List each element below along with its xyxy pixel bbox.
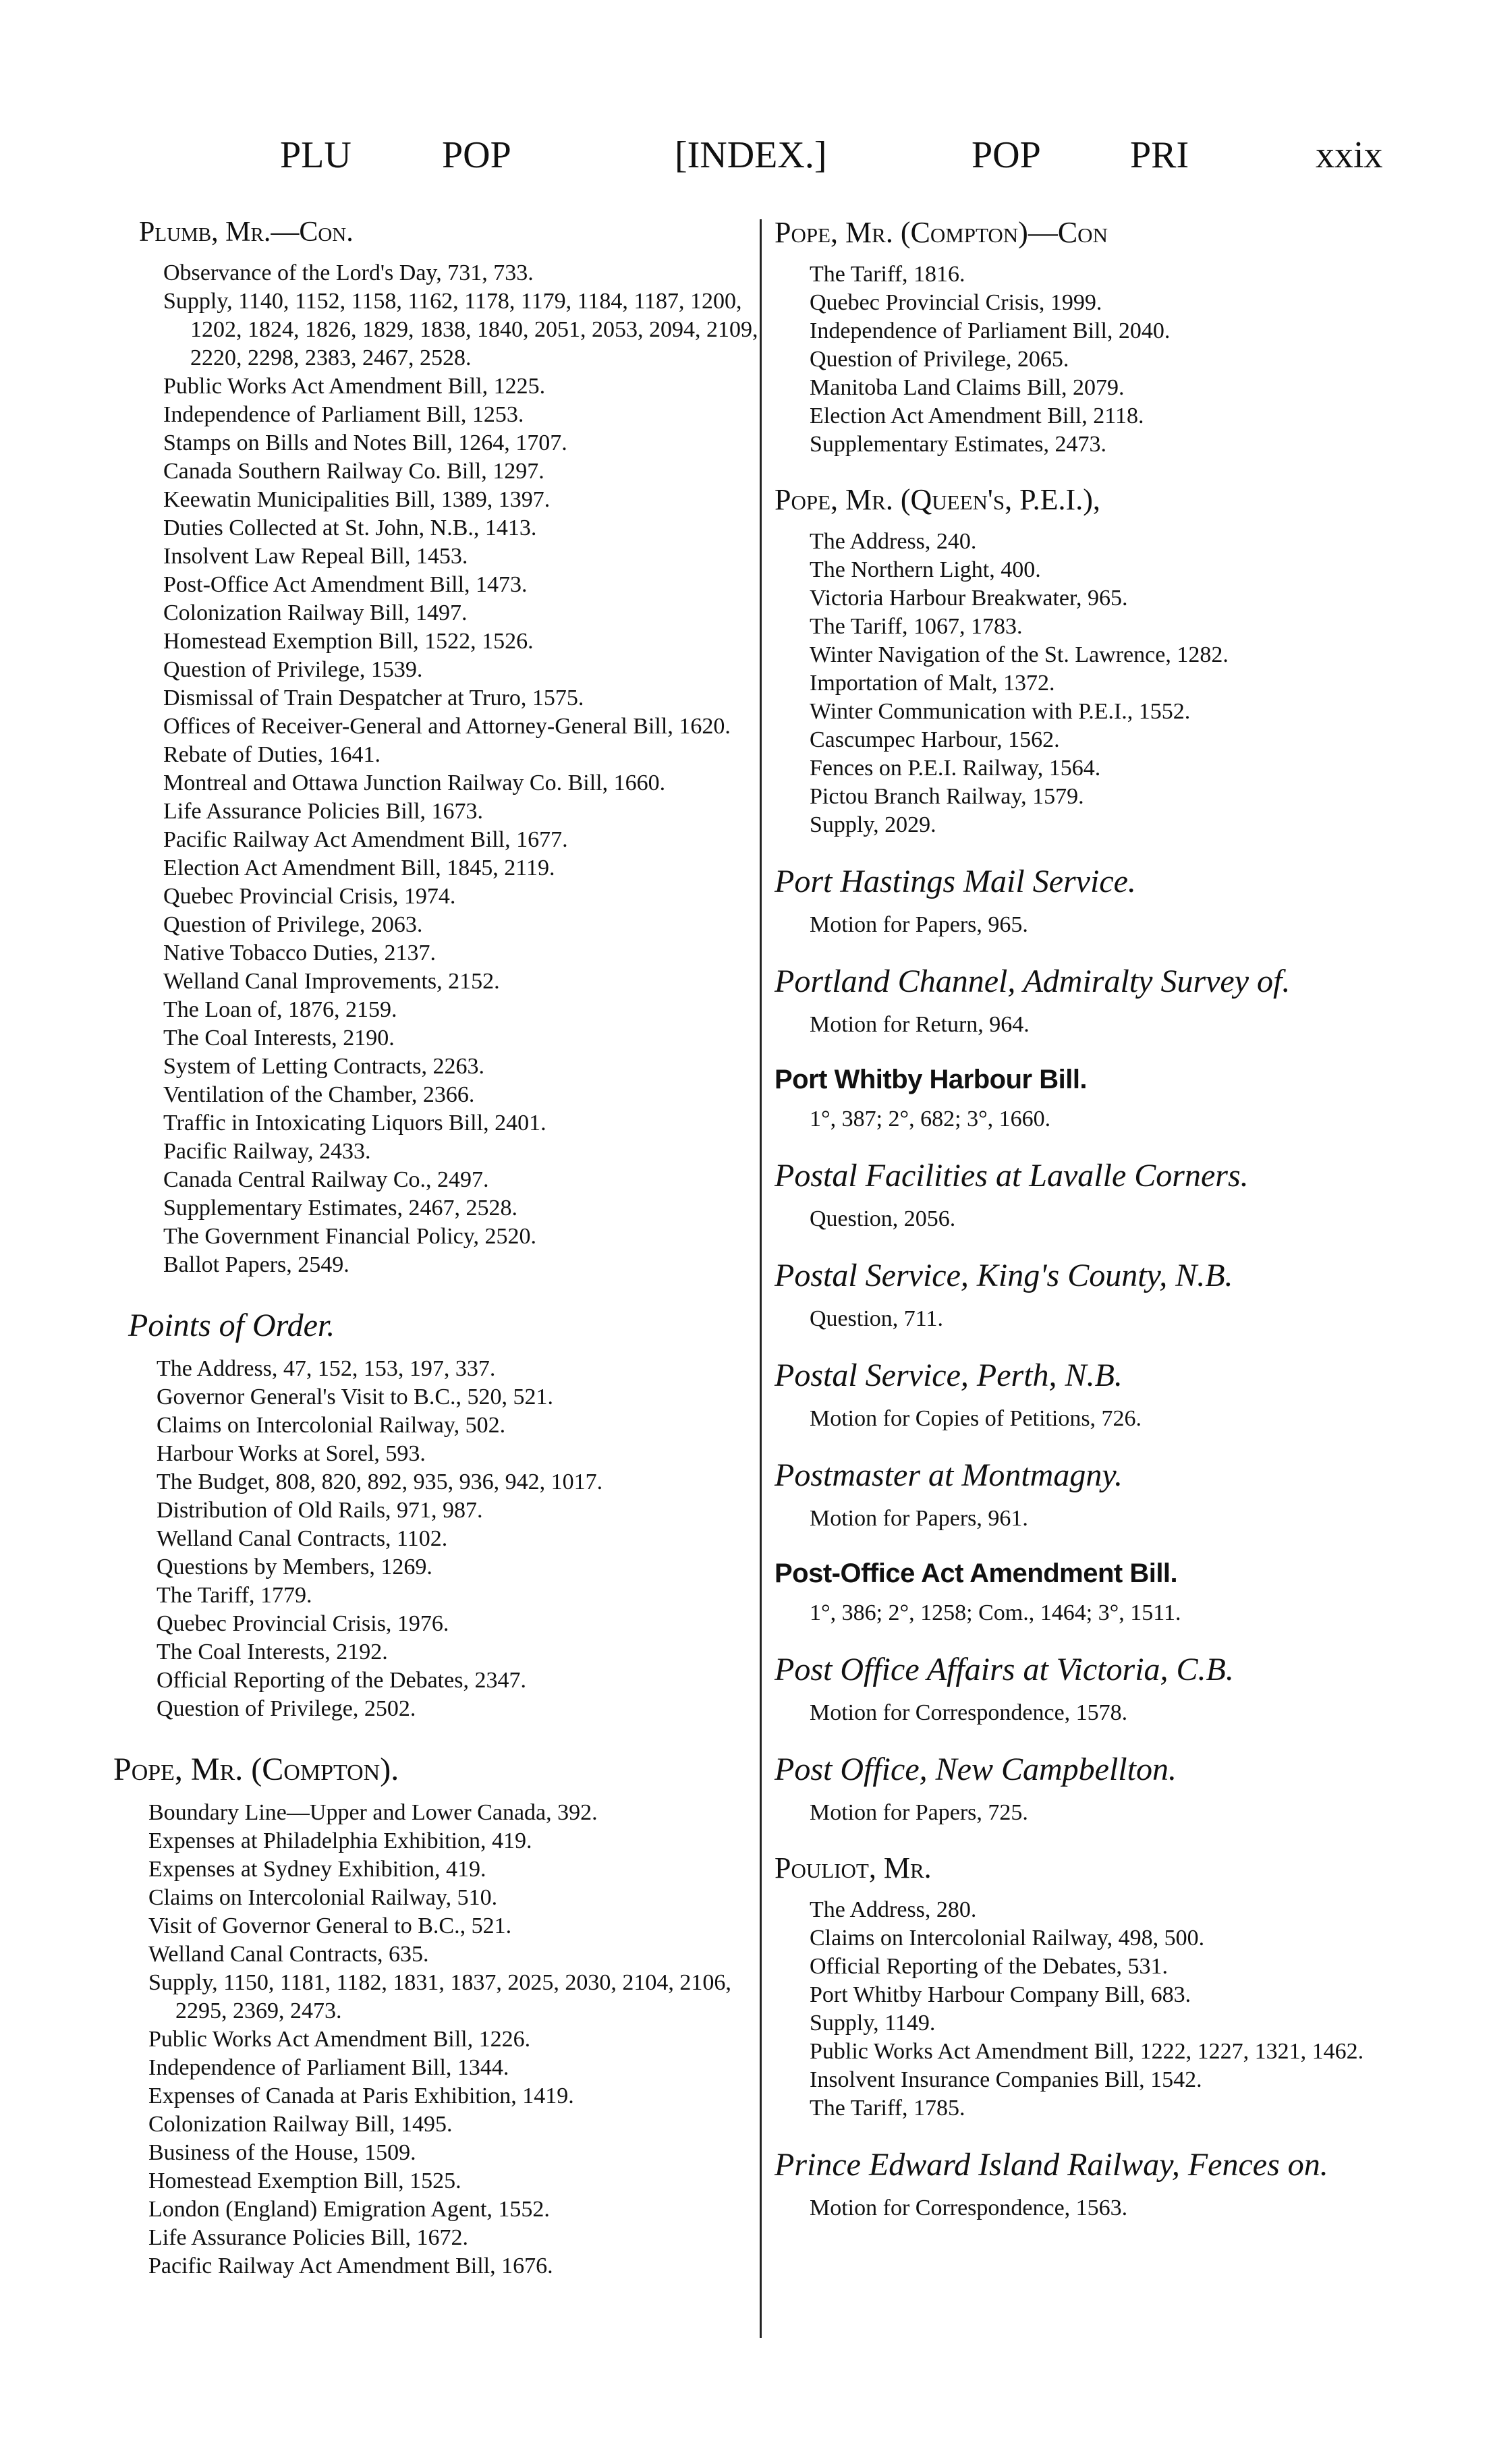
reference-item: Keewatin Municipalities Bill, 1389, 1397.	[163, 487, 551, 512]
index-entry-pope-queens	[775, 482, 1409, 839]
reference-item: Welland Canal Contracts, 635.	[148, 1942, 429, 1967]
reference-item: Victoria Harbour Breakwater, 965.	[810, 586, 1128, 611]
index-entry-points-of-order	[113, 1306, 761, 1723]
entry-heading: Port Hastings Mail Service.	[775, 864, 1136, 899]
reference-item: Manitoba Land Claims Bill, 2079.	[810, 375, 1125, 400]
reference-item: The Address, 280.	[810, 1897, 977, 1922]
index-column-right	[775, 215, 1409, 2245]
reference-item: London (England) Emigration Agent, 1552.	[148, 2197, 550, 2222]
reference-item: Motion for Return, 964.	[810, 1012, 1030, 1037]
page-number: xxix	[1316, 134, 1383, 176]
reference-item: Distribution of Old Rails, 971, 987.	[157, 1498, 483, 1523]
running-header	[0, 134, 1491, 188]
reference-item: Motion for Papers, 725.	[810, 1800, 1028, 1825]
reference-item: Supplementary Estimates, 2473.	[810, 432, 1107, 457]
reference-item: Quebec Provincial Crisis, 1974.	[163, 884, 456, 909]
reference-item: Claims on Intercolonial Railway, 502.	[157, 1413, 506, 1438]
reference-item: The Tariff, 1067, 1783.	[810, 614, 1023, 639]
index-column-left	[113, 215, 761, 2303]
reference-item: Traffic in Intoxicating Liquors Bill, 2401.	[163, 1111, 546, 1136]
reference-item: Duties Collected at St. John, N.B., 1413.	[163, 515, 537, 540]
reference-item: Visit of Governor General to B.C., 521.	[148, 1913, 512, 1938]
reference-item: Official Reporting of the Debates, 2347.	[157, 1668, 526, 1693]
entry-references	[775, 1405, 1409, 1433]
index-entry-post-office-act-bill	[775, 1556, 1409, 1627]
entry-references	[775, 1896, 1409, 2123]
entry-heading: Post Office, New Campbellton.	[775, 1752, 1177, 1787]
reference-item: Election Act Amendment Bill, 2118.	[810, 403, 1144, 428]
reference-item: Question of Privilege, 1539.	[163, 657, 423, 682]
index-entry-plumb	[113, 215, 761, 1279]
reference-item: 1°, 386; 2°, 1258; Com., 1464; 3°, 1511.	[810, 1600, 1181, 1625]
header-range-right-to: PRI	[1130, 134, 1189, 176]
reference-item: Claims on Intercolonial Railway, 498, 500.	[810, 1926, 1205, 1951]
entry-references	[775, 1599, 1409, 1627]
entry-heading: Points of Order.	[128, 1308, 335, 1343]
entry-references	[775, 911, 1409, 939]
reference-item: The Coal Interests, 2190.	[163, 1026, 395, 1051]
reference-item: Expenses at Philadelphia Exhibition, 419.	[148, 1828, 532, 1853]
reference-item: The Loan of, 1876, 2159.	[163, 997, 397, 1022]
reference-item: The Tariff, 1816.	[810, 262, 965, 287]
reference-item: The Address, 47, 152, 153, 197, 337.	[157, 1356, 496, 1381]
reference-item: Winter Communication with P.E.I., 1552.	[810, 699, 1191, 724]
reference-item: Boundary Line—Upper and Lower Canada, 392.	[148, 1800, 598, 1825]
entry-references	[775, 1205, 1409, 1233]
reference-item: Life Assurance Policies Bill, 1673.	[163, 799, 484, 824]
entry-heading: Plumb, Mr.—Con.	[139, 217, 354, 248]
entry-heading: Portland Channel, Admiralty Survey of.	[775, 963, 1291, 999]
reference-item: Pacific Railway Act Amendment Bill, 1676.	[148, 2253, 553, 2278]
entry-heading: Post-Office Act Amendment Bill.	[775, 1559, 1178, 1588]
reference-item: Harbour Works at Sorel, 593.	[157, 1441, 426, 1466]
entry-references	[775, 528, 1409, 839]
entry-heading: Post Office Affairs at Victoria, C.B.	[775, 1652, 1234, 1687]
reference-item: Post-Office Act Amendment Bill, 1473.	[163, 572, 528, 597]
reference-item: Colonization Railway Bill, 1497.	[163, 600, 468, 625]
index-entry-post-office-victoria	[775, 1650, 1409, 1727]
reference-item: Independence of Parliament Bill, 1344.	[148, 2055, 509, 2080]
reference-item: Supply, 1150, 1181, 1182, 1831, 1837, 2025, 2030, 2104, 2106, 2295, 2369, 2473.	[148, 1970, 731, 2023]
entry-references	[113, 259, 761, 1279]
entry-references	[775, 1799, 1409, 1827]
reference-item: Public Works Act Amendment Bill, 1222, 1227, 1321, 1462.	[810, 2039, 1364, 2064]
reference-item: Native Tobacco Duties, 2137.	[163, 941, 436, 965]
reference-item: The Budget, 808, 820, 892, 935, 936, 942, 1017.	[157, 1469, 603, 1494]
reference-item: The Address, 240.	[810, 529, 977, 554]
index-entry-postal-service-perth	[775, 1356, 1409, 1433]
entry-references	[775, 1105, 1409, 1133]
reference-item: Claims on Intercolonial Railway, 510.	[148, 1885, 498, 1910]
reference-item: Supply, 1149.	[810, 2011, 936, 2036]
entry-heading: Pope, Mr. (Queen's, P.E.I.),	[775, 483, 1100, 516]
reference-item: Motion for Papers, 965.	[810, 912, 1028, 937]
entry-references	[775, 1505, 1409, 1533]
reference-item: The Coal Interests, 2192.	[157, 1640, 388, 1664]
reference-item: Question, 711.	[810, 1306, 944, 1331]
reference-item: The Tariff, 1785.	[810, 2096, 965, 2121]
reference-item: Independence of Parliament Bill, 2040.	[810, 318, 1171, 343]
entry-references	[113, 1799, 761, 2280]
reference-item: Port Whitby Harbour Company Bill, 683.	[810, 1982, 1191, 2007]
entry-heading: Port Whitby Harbour Bill.	[775, 1065, 1088, 1094]
reference-item: Ballot Papers, 2549.	[163, 1252, 349, 1277]
header-range-right-from: POP	[972, 134, 1041, 176]
reference-item: The Tariff, 1779.	[157, 1583, 312, 1608]
reference-item: Pictou Branch Railway, 1579.	[810, 784, 1084, 809]
reference-item: The Government Financial Policy, 2520.	[163, 1224, 537, 1249]
entry-heading: Pope, Mr. (Compton).	[113, 1752, 399, 1787]
reference-item: Observance of the Lord's Day, 731, 733.	[163, 260, 534, 285]
reference-item: Canada Southern Railway Co. Bill, 1297.	[163, 459, 544, 484]
entry-references	[775, 1699, 1409, 1727]
entry-references	[775, 1305, 1409, 1333]
reference-item: Quebec Provincial Crisis, 1976.	[157, 1611, 449, 1636]
index-entry-post-office-campbellton	[775, 1750, 1409, 1827]
entry-heading: Prince Edward Island Railway, Fences on.	[775, 2147, 1328, 2183]
entry-heading: Postal Facilities at Lavalle Corners.	[775, 1158, 1249, 1194]
reference-item: Question of Privilege, 2502.	[157, 1696, 416, 1721]
reference-item: Colonization Railway Bill, 1495.	[148, 2112, 453, 2137]
reference-item: Expenses of Canada at Paris Exhibition, 1419.	[148, 2083, 574, 2108]
reference-item: Cascumpec Harbour, 1562.	[810, 727, 1060, 752]
header-range-left-from: PLU	[280, 134, 351, 176]
index-entry-portland-channel	[775, 962, 1409, 1039]
entry-heading: Postal Service, King's County, N.B.	[775, 1258, 1233, 1293]
index-entry-postal-service-kings	[775, 1256, 1409, 1333]
index-entry-pei-railway-fences	[775, 2146, 1409, 2222]
header-title: [INDEX.]	[675, 134, 827, 176]
reference-item: Stamps on Bills and Notes Bill, 1264, 1707.	[163, 430, 567, 455]
reference-item: Election Act Amendment Bill, 1845, 2119.	[163, 856, 555, 880]
reference-item: The Northern Light, 400.	[810, 557, 1041, 582]
reference-item: Public Works Act Amendment Bill, 1226.	[148, 2027, 531, 2052]
reference-item: Supply, 1140, 1152, 1158, 1162, 1178, 1179, 1184, 1187, 1200, 1202, 1824, 1826, 1829, 1838, 1840, 2051, 2053, 2094, 2109, 2220, 2298, 2383, 2467, 2528.	[163, 289, 758, 370]
reference-item: Supply, 2029.	[810, 812, 936, 837]
index-entry-pope-compton-continued	[775, 215, 1409, 459]
index-entry-pouliot	[775, 1850, 1409, 2123]
reference-item: Supplementary Estimates, 2467, 2528.	[163, 1196, 518, 1221]
header-range-left-to: POP	[442, 134, 511, 176]
reference-item: Pacific Railway Act Amendment Bill, 1677.	[163, 827, 568, 852]
entry-heading: Pope, Mr. (Compton)—Con	[775, 216, 1108, 249]
reference-item: Insolvent Insurance Companies Bill, 1542.	[810, 2067, 1202, 2092]
reference-item: Independence of Parliament Bill, 1253.	[163, 402, 524, 427]
reference-item: Motion for Correspondence, 1563.	[810, 2195, 1128, 2220]
reference-item: Montreal and Ottawa Junction Railway Co. Bill, 1660.	[163, 771, 666, 795]
index-entry-postal-facilities-lavalle	[775, 1156, 1409, 1233]
entry-references	[775, 260, 1409, 459]
index-entry-pope-compton	[113, 1750, 761, 2280]
reference-item: Welland Canal Contracts, 1102.	[157, 1526, 448, 1551]
reference-item: Motion for Correspondence, 1578.	[810, 1700, 1128, 1725]
reference-item: Offices of Receiver-General and Attorney-General Bill, 1620.	[163, 714, 731, 739]
reference-item: Governor General's Visit to B.C., 520, 521.	[157, 1384, 554, 1409]
index-entry-port-hastings	[775, 862, 1409, 939]
entry-references	[775, 2194, 1409, 2222]
reference-item: Rebate of Duties, 1641.	[163, 742, 381, 767]
reference-item: Life Assurance Policies Bill, 1672.	[148, 2225, 469, 2250]
reference-item: Public Works Act Amendment Bill, 1225.	[163, 374, 546, 399]
reference-item: Homestead Exemption Bill, 1525.	[148, 2168, 461, 2193]
reference-item: System of Letting Contracts, 2263.	[163, 1054, 484, 1079]
reference-item: Pacific Railway, 2433.	[163, 1139, 371, 1164]
reference-item: Motion for Papers, 961.	[810, 1506, 1028, 1531]
reference-item: Motion for Copies of Petitions, 726.	[810, 1406, 1142, 1431]
reference-item: Fences on P.E.I. Railway, 1564.	[810, 756, 1101, 781]
reference-item: Importation of Malt, 1372.	[810, 671, 1055, 696]
index-entry-port-whitby-bill	[775, 1062, 1409, 1133]
reference-item: Winter Navigation of the St. Lawrence, 1282.	[810, 642, 1229, 667]
entry-references	[113, 1355, 761, 1723]
entry-heading: Postal Service, Perth, N.B.	[775, 1357, 1123, 1393]
reference-item: Dismissal of Train Despatcher at Truro, 1575.	[163, 685, 584, 710]
reference-item: Canada Central Railway Co., 2497.	[163, 1167, 489, 1192]
reference-item: Questions by Members, 1269.	[157, 1555, 432, 1579]
reference-item: Official Reporting of the Debates, 531.	[810, 1954, 1168, 1979]
reference-item: Question of Privilege, 2065.	[810, 347, 1069, 372]
reference-item: Expenses at Sydney Exhibition, 419.	[148, 1857, 486, 1882]
reference-item: Quebec Provincial Crisis, 1999.	[810, 290, 1102, 315]
entry-references	[775, 1011, 1409, 1039]
reference-item: Business of the House, 1509.	[148, 2140, 416, 2165]
entry-heading: Postmaster at Montmagny.	[775, 1457, 1123, 1493]
entry-heading: Pouliot, Mr.	[775, 1851, 932, 1884]
reference-item: Welland Canal Improvements, 2152.	[163, 969, 500, 994]
reference-item: Question of Privilege, 2063.	[163, 912, 423, 937]
index-entry-postmaster-montmagny	[775, 1456, 1409, 1533]
reference-item: 1°, 387; 2°, 682; 3°, 1660.	[810, 1107, 1051, 1131]
reference-item: Question, 2056.	[810, 1206, 956, 1231]
reference-item: Ventilation of the Chamber, 2366.	[163, 1082, 475, 1107]
reference-item: Insolvent Law Repeal Bill, 1453.	[163, 544, 468, 569]
reference-item: Homestead Exemption Bill, 1522, 1526.	[163, 629, 534, 654]
